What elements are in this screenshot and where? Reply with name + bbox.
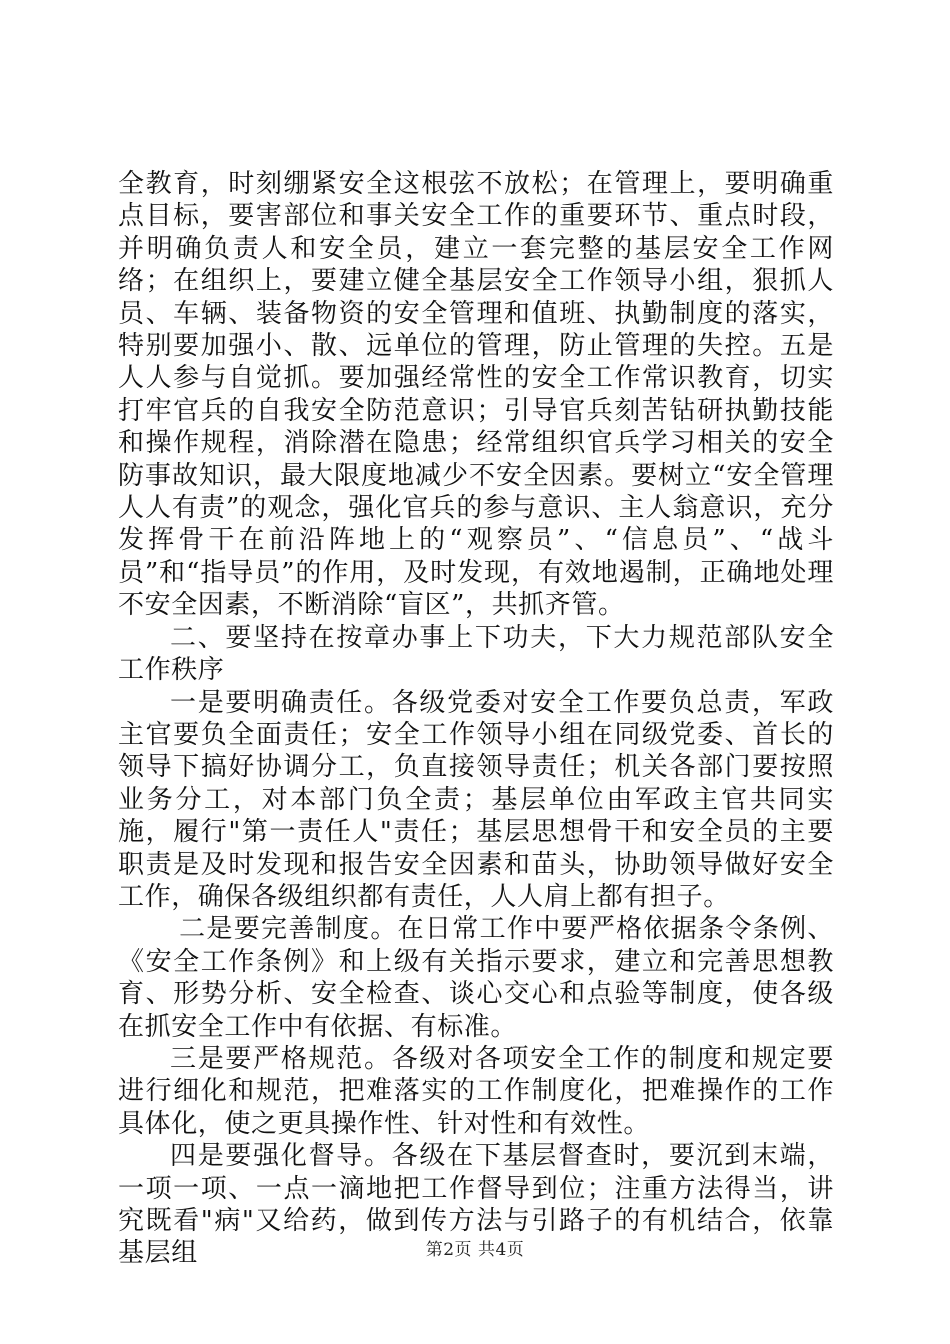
- paragraph-system: 二是要完善制度。在日常工作中要严格依据条令条例、《安全工作条例》和上级有关指示要求，建立和完善思想教育、形势分析、安全检查、谈心交心和点验等制度，使各级在抓安全工作中有依据、有标准。: [118, 914, 834, 1042]
- paragraph-responsibility: 一是要明确责任。各级党委对安全工作要负总责，军政主官要负全面责任；安全工作领导小组在同级党委、首长的领导下搞好协调分工，负直接领导责任；机关各部门要按照业务分工，对本部门负全责；基层单位由军政主官共同实施，履行"第一责任人"责任；基层思想骨干和安全员的主要职责是及时发现和报告安全因素和苗头，协助领导做好安全工作，确保各级组织都有责任，人人肩上都有担子。: [118, 687, 834, 912]
- paragraph-continued: 全教育，时刻绷紧安全这根弦不放松；在管理上，要明确重点目标，要害部位和事关安全工作的重要环节、重点时段，并明确负责人和安全员，建立一套完整的基层安全工作网络；在组织上，要建立健全基层安全工作领导小组，狠抓人员、车辆、装备物资的安全管理和值班、执勤制度的落实，特别要加强小、散、远单位的管理，防止管理的失控。五是人人参与自觉抓。要加强经常性的安全工作常识教育，切实打牢官兵的自我安全防范意识；引导官兵刻苦钻研执勤技能和操作规程，消除潜在隐患；经常组织官兵学习相关的安全防事故知识，最大限度地减少不安全因素。要树立“安全管理人人有责”的观念，强化官兵的参与意识、主人翁意识，充分发挥骨干在前沿阵地上的“观察员”、“信息员”、“战斗员”和“指导员”的作用，及时发现，有效地遏制，正确地处理不安全因素，不断消除“盲区”，共抓齐管。: [118, 169, 834, 621]
- document-body: [118, 168, 834, 1270]
- paragraph-standardize: 三是要严格规范。各级对各项安全工作的制度和规定要进行细化和规范，把难落实的工作制度化，把难操作的工作具体化，使之更具操作性、针对性和有效性。: [118, 1043, 834, 1139]
- page-number-footer: 第2页 共4页: [425, 1240, 525, 1260]
- paragraph-supervise: 四是要强化督导。各级在下基层督查时，要沉到末端，一项一项、一点一滴地把工作督导到位；注重方法得当，讲究既看"病"又给药，做到传方法与引路子的有机结合，依靠基层组: [118, 1141, 834, 1269]
- section-heading: 二、要坚持在按章办事上下功夫，下大力规范部队安全工作秩序: [118, 622, 834, 686]
